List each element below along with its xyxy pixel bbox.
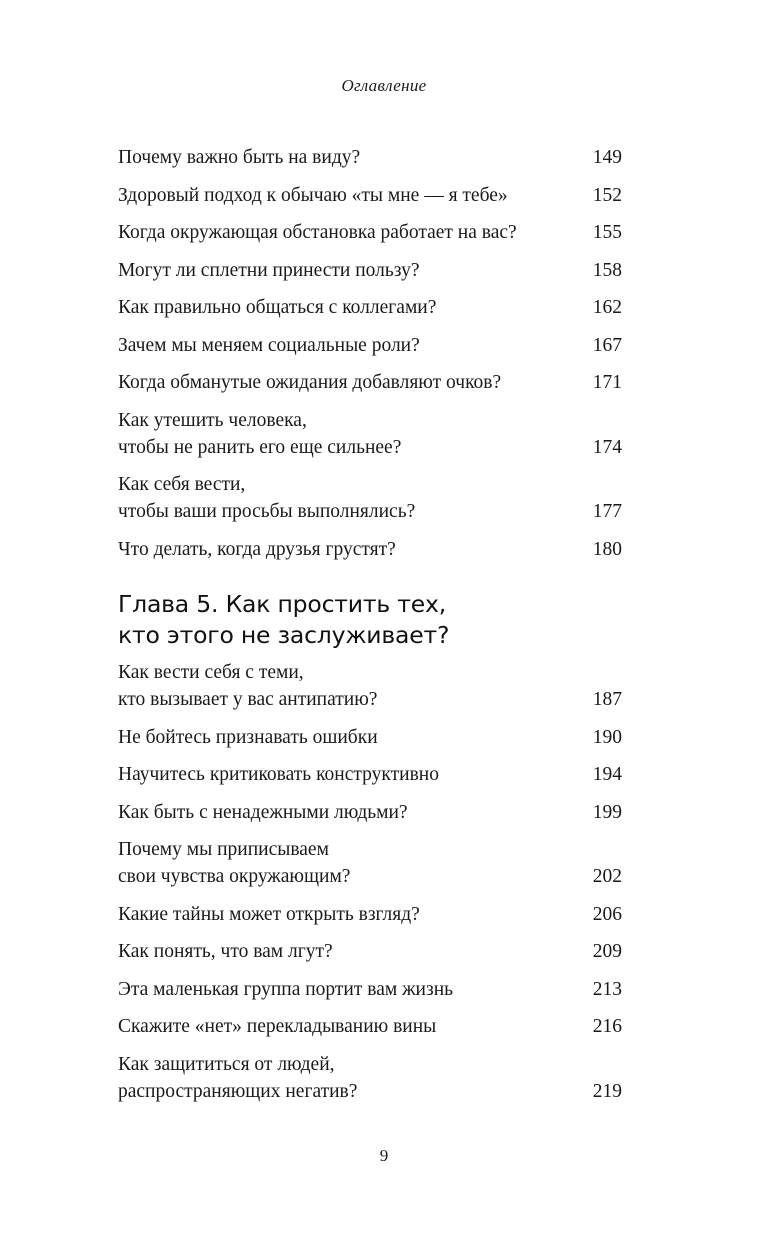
toc-entry-title-line: чтобы не ранить его еще сильнее? <box>118 436 402 458</box>
toc-entry-page: 194 <box>592 764 622 785</box>
toc-entry-title: Научитесь критиковать конструктивно <box>118 764 439 785</box>
toc-entry-page: 187 <box>592 689 622 710</box>
toc-entry-page: 199 <box>592 801 622 823</box>
toc-entry[interactable] <box>118 257 622 284</box>
page-number: 9 <box>379 1146 389 1165</box>
toc-entry-page: 155 <box>592 222 622 243</box>
toc-entry-page: 174 <box>592 436 622 458</box>
toc-entry[interactable] <box>118 369 622 396</box>
toc-entry-page: 209 <box>592 941 622 962</box>
chapter-heading-line: кто этого не заслуживает? <box>118 621 450 649</box>
toc-entry[interactable] <box>118 901 622 928</box>
toc-entry[interactable] <box>118 294 622 321</box>
toc-entry-title-line: кто вызывает у вас антипатию? <box>118 689 378 710</box>
toc-entry[interactable] <box>118 799 622 826</box>
toc-entry-title-line: чтобы ваши просьбы выполнялись? <box>118 501 416 522</box>
toc-entry[interactable] <box>118 332 622 359</box>
toc-entry-page: 167 <box>592 334 622 356</box>
toc-entry-title-line: Как утешить человека, <box>118 409 307 431</box>
toc-entry-title: Зачем мы меняем социальные роли? <box>118 334 420 356</box>
toc-entry[interactable] <box>118 659 622 713</box>
toc-entry-title-line: распространяющих негатив? <box>118 1080 358 1102</box>
toc-section-a <box>118 144 622 563</box>
toc-entry-title-line: Почему мы приписываем <box>118 839 329 860</box>
toc-entry-title: Как понять, что вам лгут? <box>118 941 333 962</box>
toc-entry-page: 213 <box>592 978 622 1000</box>
toc-entry[interactable] <box>118 761 622 788</box>
toc-entry[interactable] <box>118 407 622 461</box>
toc-entry-page: 180 <box>592 538 622 560</box>
toc-entry-page: 162 <box>592 297 622 318</box>
toc-entry-title: Почему важно быть на виду? <box>118 147 361 168</box>
toc-entry-title-line: Как защититься от людей, <box>118 1053 335 1075</box>
toc-entry-title: Не бойтесь признавать ошибки <box>118 726 378 748</box>
toc-entry[interactable] <box>118 976 622 1003</box>
toc-entry-title: Когда обманутые ожидания добавляют очков? <box>118 372 502 393</box>
toc-entry-title-line: Как себя вести, <box>118 474 246 495</box>
toc-entry-page: 152 <box>592 184 622 206</box>
toc-entry-title: Эта маленькая группа портит вам жизнь <box>118 978 454 1000</box>
toc-entry-page: 190 <box>592 726 622 748</box>
toc-entry[interactable] <box>118 536 622 563</box>
chapter-heading[interactable] <box>118 589 449 651</box>
toc-entry-page: 171 <box>592 372 622 393</box>
toc-entry[interactable] <box>118 471 622 525</box>
toc-entry-title-line: свои чувства окружающим? <box>118 866 351 887</box>
toc-entry-page: 202 <box>592 866 622 887</box>
toc-entry-page: 177 <box>592 501 622 522</box>
toc-entry[interactable] <box>118 836 622 890</box>
toc-entry-page: 219 <box>592 1080 622 1102</box>
toc-entry[interactable] <box>118 938 622 965</box>
toc-entry[interactable] <box>118 144 622 171</box>
toc-entry-title: Когда окружающая обстановка работает на вас? <box>118 222 517 243</box>
toc-entry-page: 216 <box>592 1016 622 1037</box>
toc-entry[interactable] <box>118 1051 622 1105</box>
toc-entry-title: Как быть с ненадежными людьми? <box>118 801 408 823</box>
toc-entry-title: Могут ли сплетни принести пользу? <box>118 259 420 281</box>
toc-entry[interactable] <box>118 219 622 246</box>
toc-entry[interactable] <box>118 182 622 209</box>
toc-entry-page: 206 <box>592 903 622 925</box>
toc-entry-title: Как правильно общаться с коллегами? <box>118 297 437 318</box>
toc-entry-page: 149 <box>592 147 622 168</box>
toc-entry-page: 158 <box>592 259 622 281</box>
running-head: Оглавление <box>341 76 427 95</box>
toc-entry-title: Здоровый подход к обычаю «ты мне — я тебе» <box>118 184 508 206</box>
toc-entry[interactable] <box>118 724 622 751</box>
chapter-heading-line: Глава 5. Как простить тех, <box>118 590 446 618</box>
toc-entry-title: Скажите «нет» перекладыванию вины <box>118 1016 437 1037</box>
toc-entry-title: Что делать, когда друзья грустят? <box>118 538 396 560</box>
toc-entry[interactable] <box>118 1013 622 1040</box>
toc-entry-title: Какие тайны может открыть взгляд? <box>118 903 420 925</box>
toc-entry-title-line: Как вести себя с теми, <box>118 662 304 683</box>
toc-section-b <box>118 659 622 1105</box>
